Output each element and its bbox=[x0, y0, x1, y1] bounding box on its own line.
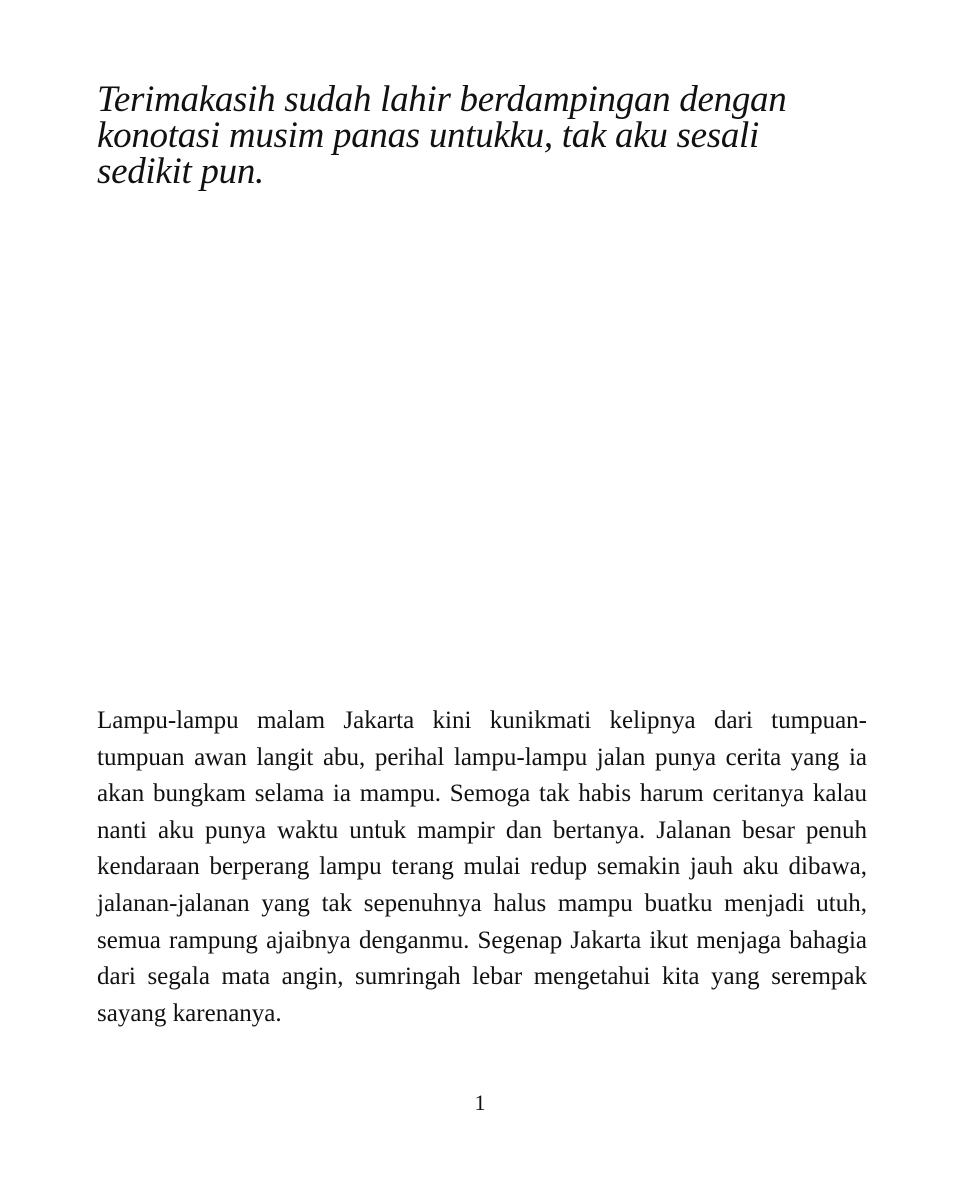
epigraph: Terimakasih sudah lahir berdampingan dengan konotasi musim panas untukku, tak aku sesali sedikit pun. bbox=[97, 79, 787, 192]
page-number: 1 bbox=[474, 1090, 486, 1115]
body-paragraph: Lampu-lampu malam Jakarta kini kunikmati kelipnya dari tumpuan-tumpuan awan langit abu, perihal lampu-lampu jalan punya cerita yang ia akan bungkam selama ia mampu. Semoga tak habis harum ceritanya kalau nanti aku punya waktu untuk mampir dan bertanya. Jalanan besar penuh kendaraan berperang lampu terang mulai redup semakin jauh aku dibawa, jalanan-jalanan yang tak sepenuhnya halus mampu buatku menjadi utuh, semua rampung ajaibnya denganmu. Segenap Jakarta ikut menjaga bahagia dari segala mata angin, sumringah lebar mengetahui kita yang serempak sayang karenanya. bbox=[97, 707, 867, 1027]
